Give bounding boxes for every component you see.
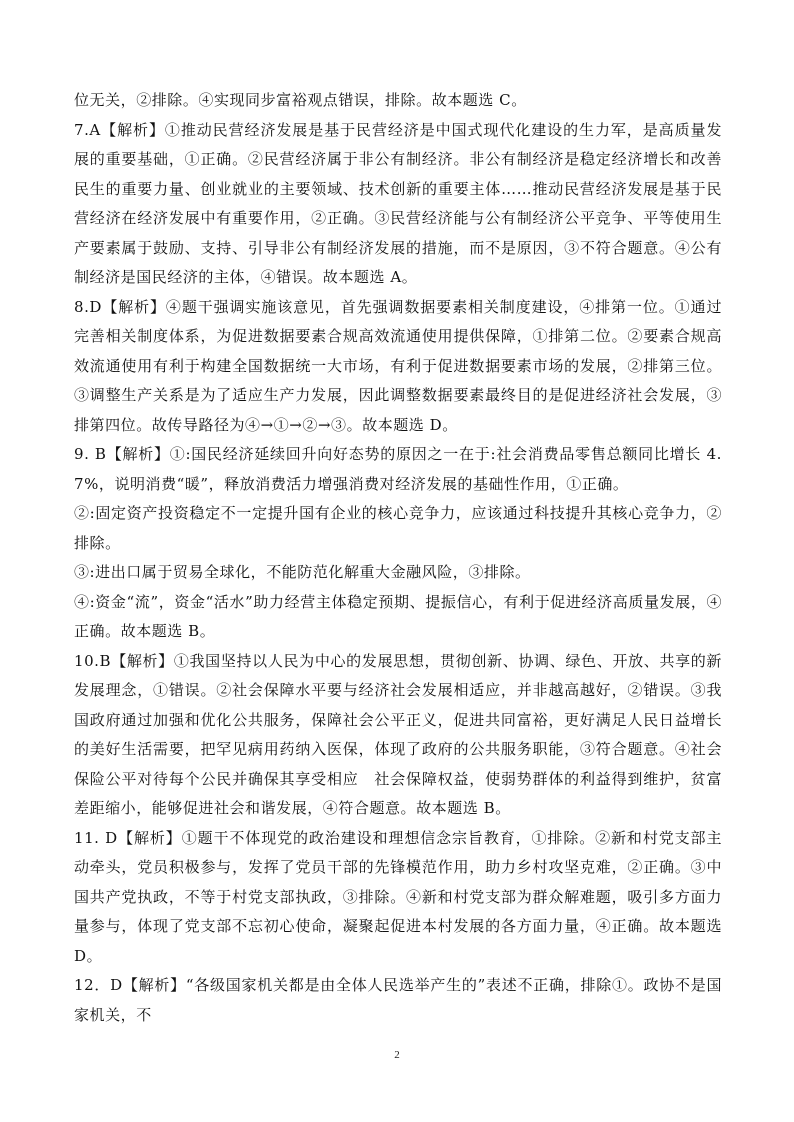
answer-9-point-2: ②:固定资产投资稳定不一定提升国有企业的核心竞争力，应该通过科技提升其核心竞争力，②排除。 <box>74 504 722 552</box>
answer-10-analysis: 10.B【解析】①我国坚持以人民为中心的发展思想，贯彻创新、协调、绿色、开放、共享的新发展理念，①错误。②社会保障水平要与经济社会发展相适应，并非越高越好，②错误。③我国政府通过加强和优化公共服务，保障社会公平正义，促进共同富裕，更好满足人民日益增长的美好生活需要，把罕见病用药纳入医保，体现了政府的公共服务职能，③符合题意。④社会保险公平对待每个公民并确保其享受相应 社会保障权益，使弱势群体的利益得到维护，贫富差距缩小，能够促进社会和谐发展，④符合题意。故本题选 B。 <box>74 651 722 817</box>
answer-9-analysis: 9. B【解析】①:国民经济延续回升向好态势的原因之一在于:社会消费品零售总额同比增长 4.7%，说明消费“暖”，释放消费活力增强消费对经济发展的基础性作用，①正确。 <box>74 445 722 493</box>
answer-12-analysis: 12．D【解析】“各级国家机关都是由全体人民选举产生的”表述不正确，排除①。政协不是国家机关，不 <box>74 976 722 1024</box>
answer-9-point-3: ③:进出口属于贸易全球化，不能防范化解重大金融风险，③排除。 <box>74 563 531 581</box>
document-body <box>74 86 722 1030</box>
answer-9-point-4: ④:资金“流”，资金“活水”助力经营主体稳定预期、提振信心，有利于促进经济高质量发展，④正确。故本题选 B。 <box>74 592 722 640</box>
answer-11-analysis: 11. D【解析】①题干不体现党的政治建设和理想信念宗旨教育，①排除。②新和村党支部主动牵头，党员积极参与，发挥了党员干部的先锋模范作用，助力乡村攻坚克难，②正确。③中国共产党执政，不等于村党支部执政，③排除。④新和村党支部为群众解难题，吸引多方面力量参与，体现了党支部不忘初心使命，凝聚起促进本村发展的各方面力量，④正确。故本题选 D。 <box>74 828 722 965</box>
answer-7-analysis: 7.A【解析】①推动民营经济发展是基于民营经济是中国式现代化建设的生力军，是高质量发展的重要基础，①正确。②民营经济属于非公有制经济。非公有制经济是稳定经济增长和改善民生的重要力量、创业就业的主要领域、技术创新的重要主体……推动民营经济发展是基于民营经济在经济发展中有重要作用，②正确。③民营经济能与公有制经济公平竞争、平等使用生产要素属于鼓励、支持、引导非公有制经济发展的措施，而不是原因，③不符合题意。④公有制经济是国民经济的主体，④错误。故本题选 A。 <box>74 120 722 286</box>
page-number: 2 <box>394 1049 400 1061</box>
paragraph-continuation: 位无关，②排除。④实现同步富裕观点错误，排除。故本题选 C。 <box>74 91 527 109</box>
answer-8-analysis: 8.D【解析】④题干强调实施该意见，首先强调数据要素相关制度建设，④排第一位。①通过完善相关制度体系，为促进数据要素合规高效流通使用提供保障，①排第二位。②要素合规高效流通使用有利于构建全国数据统一大市场，有利于促进数据要素市场的发展，②排第三位。③调整生产关系是为了适应生产力发展，因此调整数据要素最终目的是促进经济社会发展，③排第四位。故传导路径为④→①→②→③。故本题选 D。 <box>74 297 722 434</box>
